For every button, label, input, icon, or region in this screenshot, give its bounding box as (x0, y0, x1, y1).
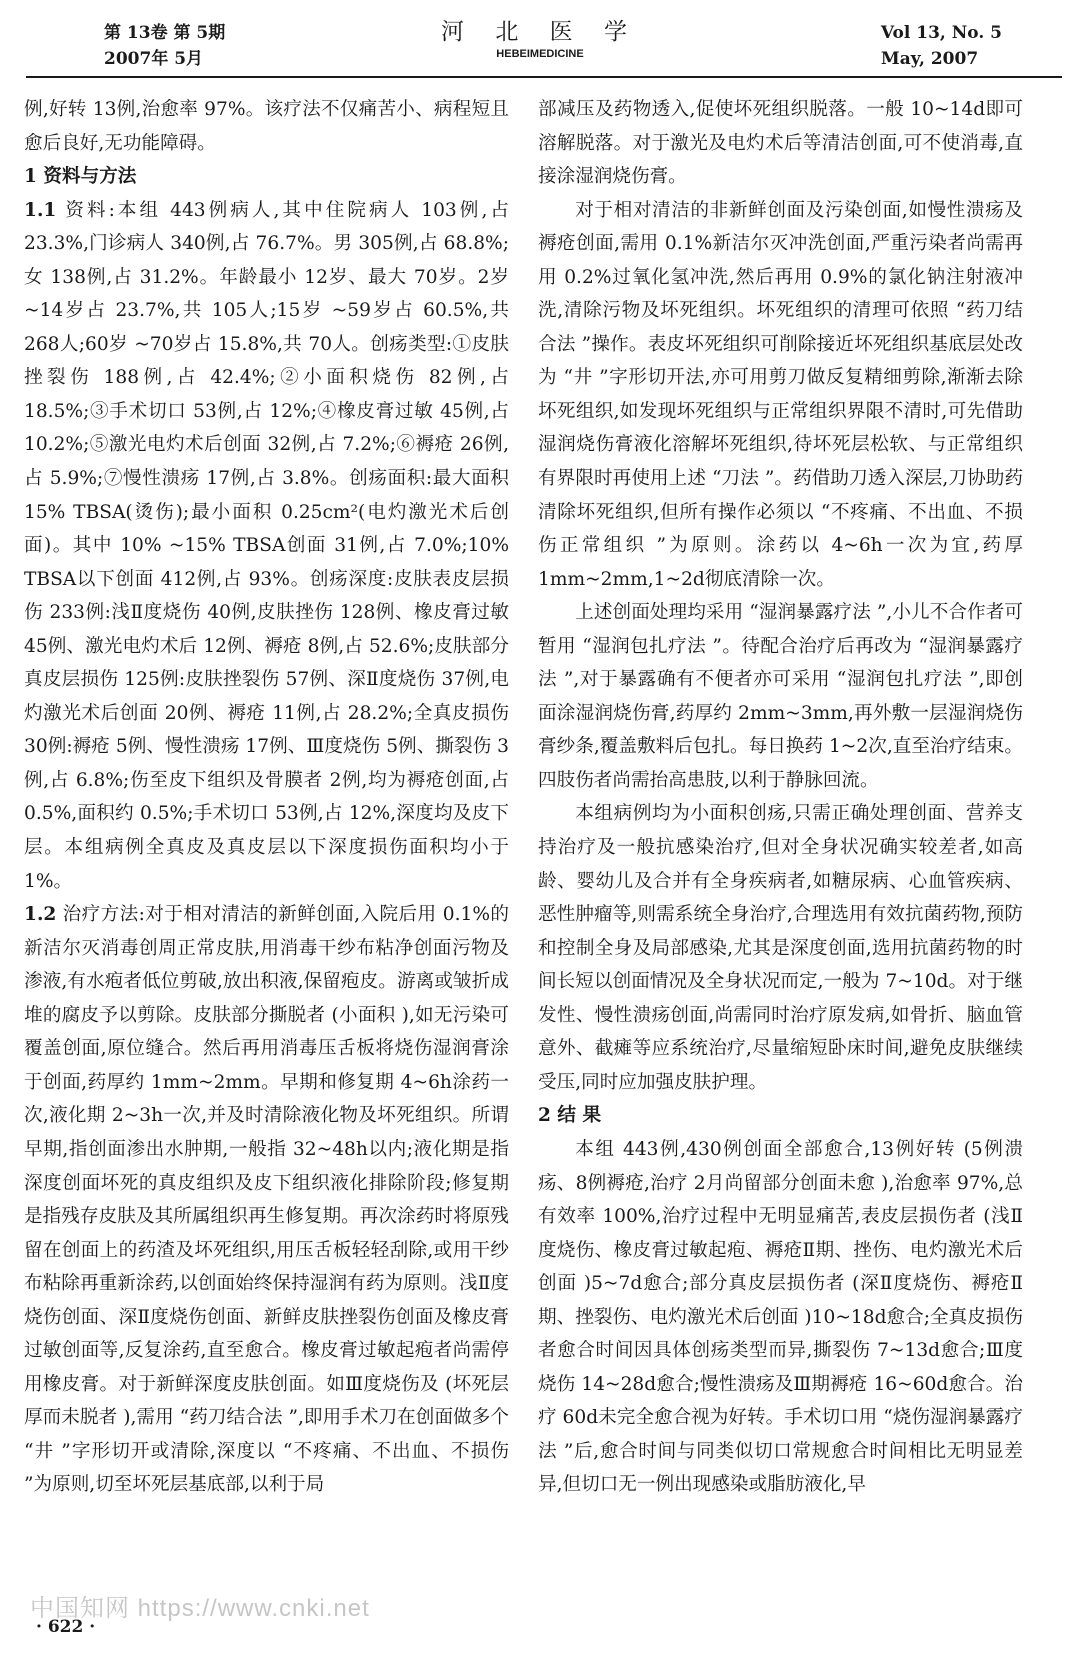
section-1-1-paragraph (24, 194, 509, 898)
issue-date-en: May, 2007 (880, 49, 979, 69)
volume-issue: 第 13卷 第 5期 (104, 23, 226, 43)
section-1-2-paragraph (24, 898, 509, 1502)
left-column (24, 93, 509, 1502)
issue-info-en (881, 20, 1002, 72)
volume-issue-en: Vol 13, No. 5 (880, 23, 1002, 43)
treatment-paragraph-1: 部减压及药物透入,促使坏死组织脱落。一般 10~14d即可溶解脱落。对于激光及电灼术后等清洁创面,可不使消毒,直接涂湿润烧伤膏。 (538, 99, 1023, 188)
intro-paragraph: 例,好转 13例,治愈率 97%。该疗法不仅痛苦小、病程短且愈后良好,无功能障碍。 (24, 99, 509, 154)
section-1-heading: 1 资料与方法 (24, 166, 137, 188)
page-number: · 622 · (36, 1617, 96, 1637)
journal-title: 河 北 医 学 (441, 19, 639, 45)
section-1-2-label: 1.2 (24, 904, 57, 926)
treatment-paragraph-2: 对于相对清洁的非新鲜创面及污染创面,如慢性溃疡及褥疮创面,需用 0.1%新洁尔灭冲洗创面,严重污染者尚需再用 0.2%过氧化氢冲洗,然后再用 0.9%的氯化钠注射液冲洗,清除污物及坏死组织。坏死组织的清理可依照 “药刀结合法 ”操作。表皮坏死组织可削除接近坏死组织基底层处改为 “井 ”字形切开法,亦可用剪刀做反复精细剪除,渐渐去除坏死组织,如发现坏死组织与正常组织界限不清时,可先借助湿润烧伤膏液化溶解坏死组织,待坏死层松软、与正常组织有界限时再使用上述 “刀法 ”。药借助刀透入深层,刀协助药清除坏死组织,但所有操作必须以 “不疼痛、不出血、不损伤正常组织 ”为原则。涂药以 4~6h一次为宜,药厚 1mm~2mm,1~2d彻底清除一次。 (538, 199, 1023, 590)
treatment-paragraph-3: 上述创面处理均采用 “湿润暴露疗法 ”,小儿不合作者可暂用 “湿润包扎疗法 ”。待配合治疗后再改为 “湿润暴露疗法 ”,对于暴露确有不便者亦可采用 “湿润包扎疗法 ”,即创面涂湿润烧伤膏,药厚约 2mm~3mm,再外敷一层湿润烧伤膏纱条,覆盖敷料后包扎。每日换药 1~2次,直至治疗结束。四肢伤者尚需抬高患肢,以利于静脉回流。 (538, 602, 1023, 791)
cnki-watermark: 中国知网 https://www.cnki.net (30, 1595, 370, 1622)
section-1-1-label: 1.1 (24, 199, 57, 221)
journal-title-en: HEBEIMEDICINE (496, 48, 584, 60)
issue-date: 2007年 5月 (104, 49, 204, 69)
treatment-paragraph-4: 本组病例均为小面积创疡,只需正确处理创面、营养支持治疗及一般抗感染治疗,但对全身状况确实较差者,如高龄、婴幼儿及合并有全身疾病者,如糖尿病、心血管疾病、恶性肿瘤等,则需系统全身治疗,合理选用有效抗菌药物,预防和控制全身及局部感染,尤其是深度创面,选用抗菌药物的时间长短以创面情况及全身状况而定,一般为 7~10d。对于继发性、慢性溃疡创面,尚需同时治疗原发病,如骨折、脑血管意外、截瘫等应系统治疗,尽量缩短卧床时间,避免皮肤继续受压,同时应加强皮肤护理。 (538, 803, 1023, 1093)
issue-info (104, 20, 225, 72)
journal-title-block (420, 18, 660, 62)
header-rule (26, 76, 1062, 78)
section-1-2-text: 治疗方法:对于相对清洁的新鲜创面,入院后用 0.1%的新洁尔灭消毒创周正常皮肤,用消毒干纱布粘净创面污物及渗液,有水疱者低位剪破,放出积液,保留疱皮。游离或皱折成堆的腐皮予以剪除。皮肤部分撕脱者 (小面积 ),如无污染可覆盖创面,原位缝合。然后再用消毒压舌板将烧伤湿润膏涂于创面,药厚约 1mm~2mm。早期和修复期 4~6h涂药一次,液化期 2~3h一次,并及时清除液化物及坏死组织。所谓早期,指创面渗出水肿期,一般指 32~48h以内;液化期是指深度创面坏死的真皮组织及皮下组织液化排除阶段;修复期是指残存皮肤及其所属组织再生修复期。再次涂药时将原残留在创面上的药渣及坏死组织,用压舌板轻轻刮除,或用干纱布粘除再重新涂药,以创面始终保持湿润有药为原则。浅Ⅱ度烧伤创面、深Ⅱ度烧伤创面、新鲜皮肤挫裂伤创面及橡皮膏过敏创面等,反复涂药,直至愈合。橡皮膏过敏起疱者尚需停用橡皮膏。对于新鲜深度皮肤创面。如Ⅲ度烧伤及 (坏死层厚而未脱者 ),需用 “药刀结合法 ”,即用手术刀在创面做多个 “井 ”字形切开或清除,深度以 “不疼痛、不出血、不损伤 ”为原则,切至坏死层基底部,以利于局 (24, 904, 509, 1496)
section-1-1-text: 资料:本组 443例病人,其中住院病人 103例,占 23.3%,门诊病人 340例,占 76.7%。男 305例,占 68.8%;女 138例,占 31.2%。年龄最小 12岁、最大 70岁。2岁 ~14岁占 23.7%,共 105人;15岁 ~59岁占 60.5%,共 268人;60岁 ~70岁占 15.8%,共 70人。创疡类型:①皮肤挫裂伤 188例,占 42.4%;②小面积烧伤 82例,占 18.5%;③手术切口 53例,占 12%;④橡皮膏过敏 45例,占 10.2%;⑤激光电灼术后创面 32例,占 7.2%;⑥褥疮 26例,占 5.9%;⑦慢性溃疡 17例,占 3.8%。创疡面积:最大面积 15% TBSA(烫伤);最小面积 0.25cm²(电灼激光术后创面)。其中 10% ~15% TBSA创面 31例,占 7.0%;10% TBSA以下创面 412例,占 93%。创疡深度:皮肤表皮层损伤 233例:浅Ⅱ度烧伤 40例,皮肤挫伤 128例、橡皮膏过敏 45例、激光电灼术后 12例、褥疮 8例,占 52.6%;皮肤部分真皮层损伤 125例:皮肤挫裂伤 57例、深Ⅱ度烧伤 37例,电灼激光术后创面 20例、褥疮 11例,占 28.2%;全真皮损伤 30例:褥疮 5例、慢性溃疡 17例、Ⅲ度烧伤 5例、撕裂伤 3例,占 6.8%;伤至皮下组织及骨膜者 2例,均为褥疮创面,占 0.5%,面积约 0.5%;手术切口 53例,占 12%,深度均及皮下层。本组病例全真皮及真皮层以下深度损伤面积均小于 1%。 (24, 199, 509, 892)
right-column (538, 93, 1023, 1502)
results-paragraph: 本组 443例,430例创面全部愈合,13例好转 (5例溃疡、8例褥疮,治疗 2月尚留部分创面未愈 ),治愈率 97%,总有效率 100%,治疗过程中无明显痛苦,表皮层损伤者 (浅Ⅱ度烧伤、橡皮膏过敏起疱、褥疮Ⅱ期、挫伤、电灼激光术后创面 )5~7d愈合;部分真皮层损伤者 (深Ⅱ度烧伤、褥疮Ⅱ期、挫裂伤、电灼激光术后创面 )10~18d愈合;全真皮损伤者愈合时间因具体创疡类型而异,撕裂伤 7~13d愈合;Ⅲ度烧伤 14~28d愈合;慢性溃疡及Ⅲ期褥疮 16~60d愈合。治疗 60d未完全愈合视为好转。手术切口用 “烧伤湿润暴露疗法 ”后,愈合时间与同类似切口常规愈合时间相比无明显差异,但切口无一例出现感染或脂肪液化,早 (538, 1138, 1023, 1496)
section-2-heading: 2 结 果 (538, 1105, 602, 1127)
page-header (0, 0, 1088, 86)
